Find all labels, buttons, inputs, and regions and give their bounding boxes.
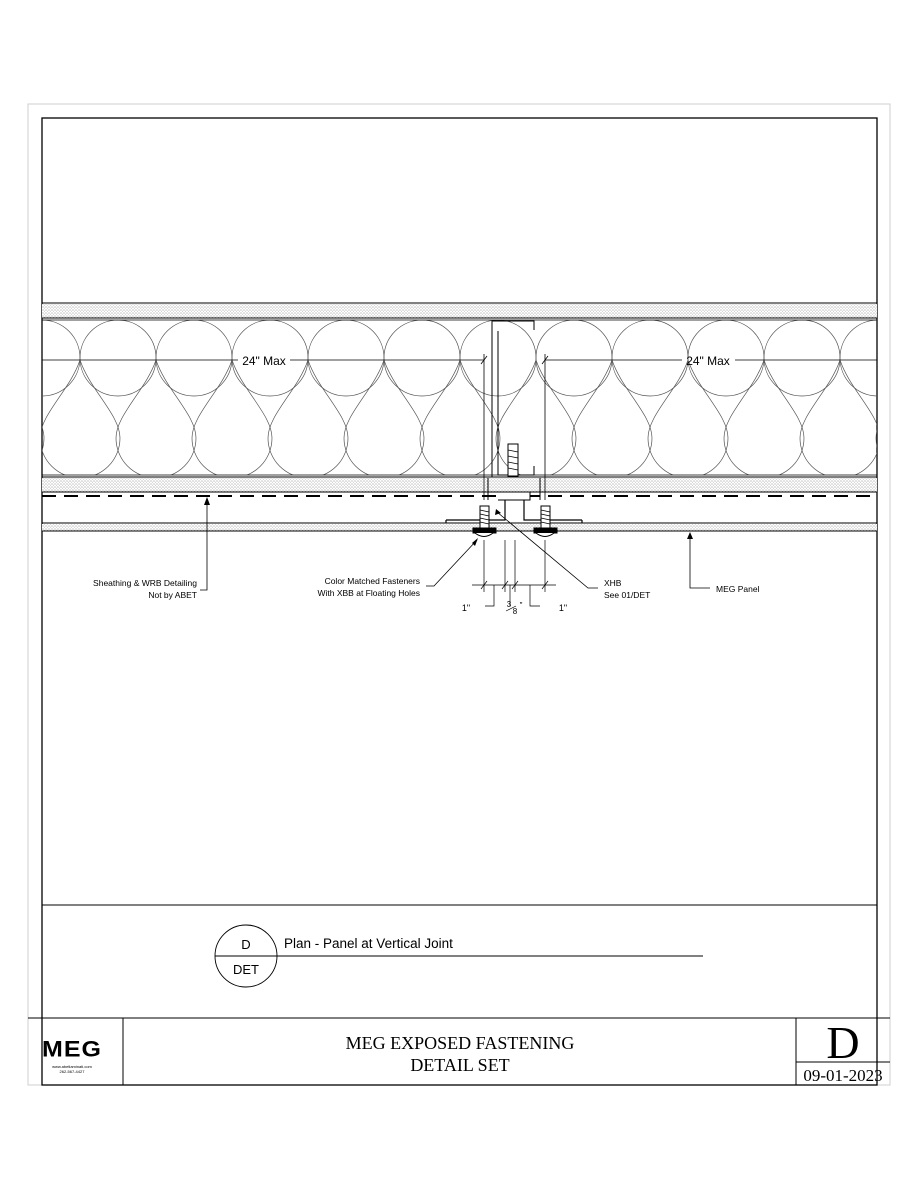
fastener-left <box>473 506 496 537</box>
callout-leaders <box>200 500 710 590</box>
meg-logo-website: www.abetlaminati.com <box>52 1064 92 1069</box>
issue-date: 09-01-2023 <box>803 1066 883 1085</box>
callout-xhb-line1: XHB <box>604 578 622 588</box>
top-sheathing-layer <box>42 303 877 318</box>
fastener-right <box>534 506 557 537</box>
meg-logo-wordmark: MEG <box>42 1036 102 1062</box>
leader-arrow-sheathing <box>204 497 210 505</box>
callout-sheathing-line2: Not by ABET <box>148 590 197 600</box>
batt-insulation <box>0 320 919 478</box>
edge-distance-left-label: 1" <box>461 603 471 613</box>
sheet-letter: D <box>826 1017 860 1068</box>
set-title-line2: DETAIL SET <box>410 1055 510 1075</box>
callout-fasteners-line2: With XBB at Floating Holes <box>317 588 420 598</box>
dimension-left-span-label: 24" Max <box>242 354 286 368</box>
drawing-frame <box>42 118 877 1085</box>
callout-meg-panel: MEG Panel <box>716 584 760 594</box>
detail-title: Plan - Panel at Vertical Joint <box>284 936 453 951</box>
joint-gap-numerator: 3 <box>506 600 512 609</box>
meg-logo-phone: 262-567-4427 <box>59 1069 85 1074</box>
detail-tag-id: D <box>241 937 251 952</box>
callout-fasteners-line1: Color Matched Fasteners <box>324 576 420 586</box>
callout-xhb-line2: See 01/DET <box>604 590 651 600</box>
joint-gap-unit: " <box>519 601 523 610</box>
callout-sheathing-line1: Sheathing & WRB Detailing <box>93 578 197 588</box>
set-title-line1: MEG EXPOSED FASTENING <box>345 1033 575 1053</box>
meg-logo <box>42 1036 102 1074</box>
exterior-sheathing-layer <box>42 477 877 492</box>
joint-dimension-lines <box>472 540 556 606</box>
panel-edge-returns <box>446 500 582 523</box>
meg-panel-layer <box>42 523 877 531</box>
dimension-right-span-label: 24" Max <box>686 354 730 368</box>
edge-distance-right-label: 1" <box>558 603 568 613</box>
leader-arrow-panel <box>687 532 693 539</box>
detail-tag <box>215 925 703 987</box>
joint-gap-denominator: 8 <box>512 607 518 616</box>
steel-stud <box>488 321 540 500</box>
detail-tag-sheet: DET <box>233 962 259 977</box>
